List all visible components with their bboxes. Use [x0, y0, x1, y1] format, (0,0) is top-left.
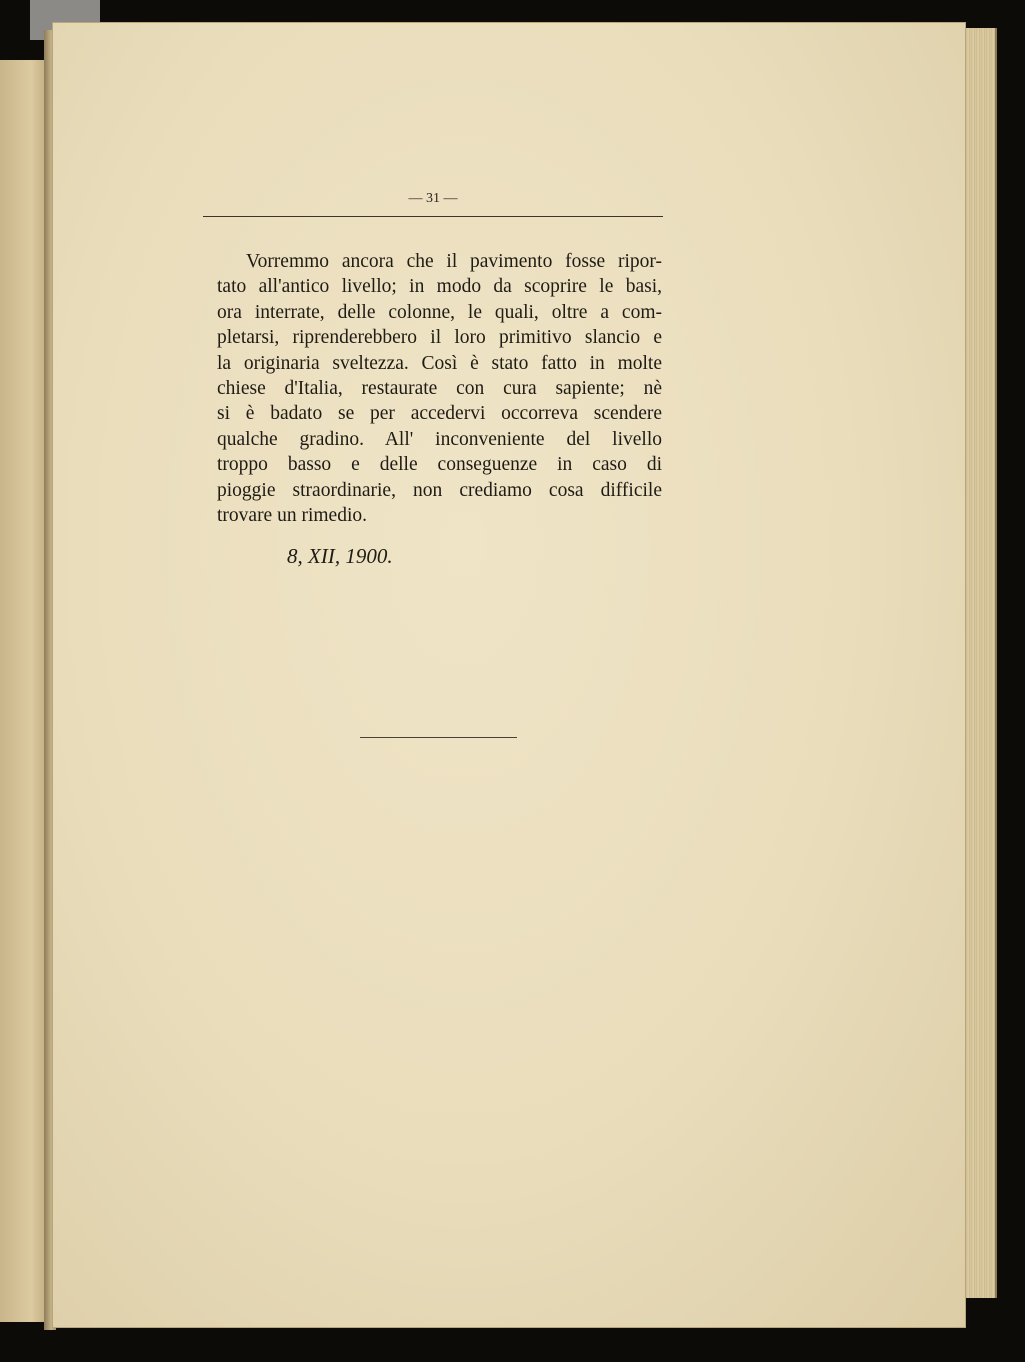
- header-rule: [203, 216, 663, 217]
- text-line: si è badato se per accedervi occorreva scendere: [217, 403, 662, 425]
- text-line: qualche gradino. All' inconveniente del livello: [217, 428, 662, 450]
- text-line: Vorremmo ancora che il pavimento fosse ripor-: [246, 251, 662, 272]
- text-line: tato all'antico livello; in modo da scoprire le basi,: [217, 276, 662, 298]
- text-line: chiese d'Italia, restaurate con cura sapiente; nè: [217, 378, 662, 400]
- page-number: — 31 —: [408, 191, 458, 206]
- text-line: pletarsi, riprenderebbero il loro primitivo slancio e: [217, 327, 662, 349]
- body-paragraph: [217, 249, 662, 528]
- text-line: trovare un rimedio.: [217, 505, 367, 527]
- text-line: ora interrate, delle colonne, le quali, oltre a com-: [217, 301, 662, 323]
- dateline: 8, XII, 1900.: [287, 544, 393, 568]
- text-line: la originaria sveltezza. Così è stato fatto in molte: [217, 352, 662, 374]
- text-line: pioggie straordinarie, non crediamo cosa difficile: [217, 479, 662, 501]
- book-page: [52, 22, 966, 1328]
- text-line: troppo basso e delle conseguenze in caso di: [217, 454, 662, 476]
- end-rule: [360, 737, 517, 738]
